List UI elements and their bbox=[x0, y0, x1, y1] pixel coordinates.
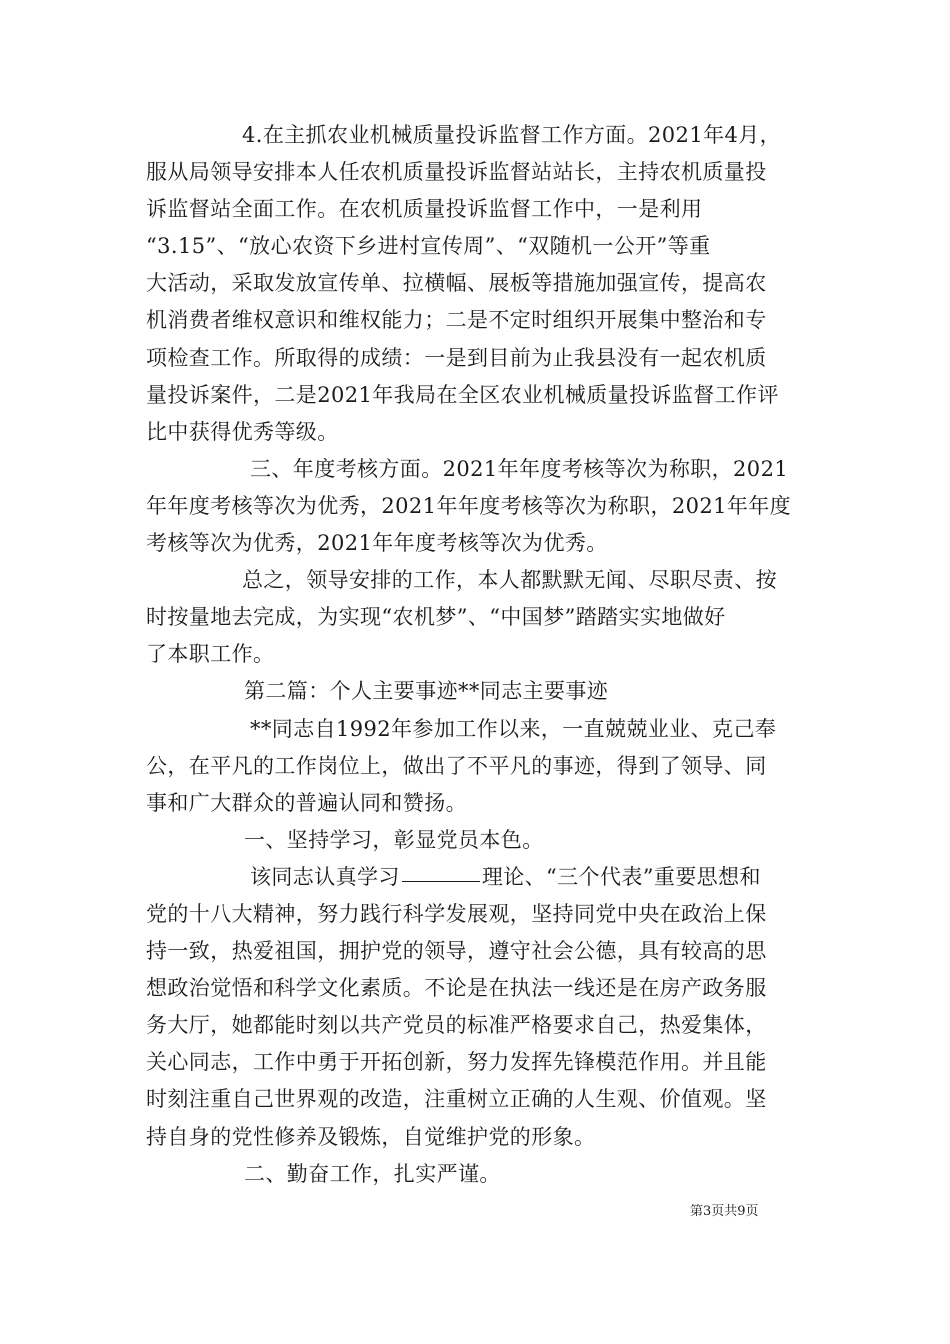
text-line: 总之，领导安排的工作，本人都默默无闻、尽职尽责、按 bbox=[242, 568, 777, 593]
text-line: 机消费者维权意识和维权能力；二是不定时组织开展集中整治和专 bbox=[146, 308, 767, 333]
text-line: 了本职工作。 bbox=[146, 642, 275, 667]
text-line: 比中获得优秀等级。 bbox=[146, 419, 339, 444]
text-line bbox=[146, 859, 806, 896]
text-segment: 理论、“三个代表”重要思想和 bbox=[481, 864, 761, 889]
text-line: 项检查工作。所取得的成绩：一是到目前为止我县没有一起农机质 bbox=[146, 345, 767, 370]
text-line: 事和广大群众的普遍认同和赞扬。 bbox=[146, 790, 467, 815]
text-line: 关心同志，工作中勇于开拓创新，努力发挥先锋模范作用。并且能 bbox=[146, 1050, 767, 1075]
text-line: 三、年度考核方面。2021年年度考核等次为称职，2021 bbox=[250, 456, 789, 481]
text-line: 4.在主抓农业机械质量投诉监督工作方面。2021年4月， bbox=[242, 123, 782, 147]
text-line: 持自身的党性修养及锻炼，自觉维护党的形象。 bbox=[146, 1124, 596, 1149]
page-number-footer: 第3页共9页 bbox=[690, 1204, 759, 1219]
subsection-heading: 一、坚持学习，彰显党员本色。 bbox=[244, 827, 544, 852]
document-body bbox=[146, 117, 806, 1193]
blank-underline bbox=[402, 861, 480, 882]
text-line: 年年度考核等次为优秀，2021年年度考核等次为称职，2021年年度 bbox=[146, 493, 792, 518]
section-heading: 第二篇：个人主要事迹**同志主要事迹 bbox=[244, 679, 609, 704]
text-line: 公，在平凡的工作岗位上，做出了不平凡的事迹，得到了领导、同 bbox=[146, 753, 767, 778]
text-line: 想政治觉悟和科学文化素质。不论是在执法一线还是在房产政务服 bbox=[146, 976, 767, 1001]
text-line: 服从局领导安排本人任农机质量投诉监督站站长，主持农机质量投 bbox=[146, 160, 767, 185]
text-line: 务大厅，她都能时刻以共产党员的标准严格要求自己，热爱集体， bbox=[146, 1013, 767, 1038]
text-line: 大活动，采取发放宣传单、拉横幅、展板等措施加强宣传，提高农 bbox=[146, 271, 767, 296]
text-line: 时按量地去完成，为实现“农机梦”、“中国梦”踏踏实实地做好 bbox=[146, 605, 726, 630]
text-line: 诉监督站全面工作。在农机质量投诉监督工作中，一是利用 bbox=[146, 197, 703, 222]
text-line: 持一致，热爱祖国，拥护党的领导，遵守社会公德，具有较高的思 bbox=[146, 939, 767, 964]
text-line: **同志自1992年参加工作以来，一直兢兢业业、克己奉 bbox=[250, 716, 777, 741]
text-line: 量投诉案件，二是2021年我局在全区农业机械质量投诉监督工作评 bbox=[146, 382, 779, 407]
text-line: 党的十八大精神，努力践行科学发展观，坚持同党中央在政治上保 bbox=[146, 901, 767, 926]
subsection-heading: 二、勤奋工作，扎实严谨。 bbox=[244, 1161, 501, 1186]
text-line: “3.15”、“放心农资下乡进村宣传周”、“双随机一公开”等重 bbox=[146, 234, 711, 259]
text-segment: 该同志认真学习 bbox=[250, 864, 400, 889]
text-line: 考核等次为优秀，2021年年度考核等次为优秀。 bbox=[146, 531, 608, 556]
text-line: 时刻注重自己世界观的改造，注重树立正确的人生观、价值观。坚 bbox=[146, 1087, 767, 1112]
